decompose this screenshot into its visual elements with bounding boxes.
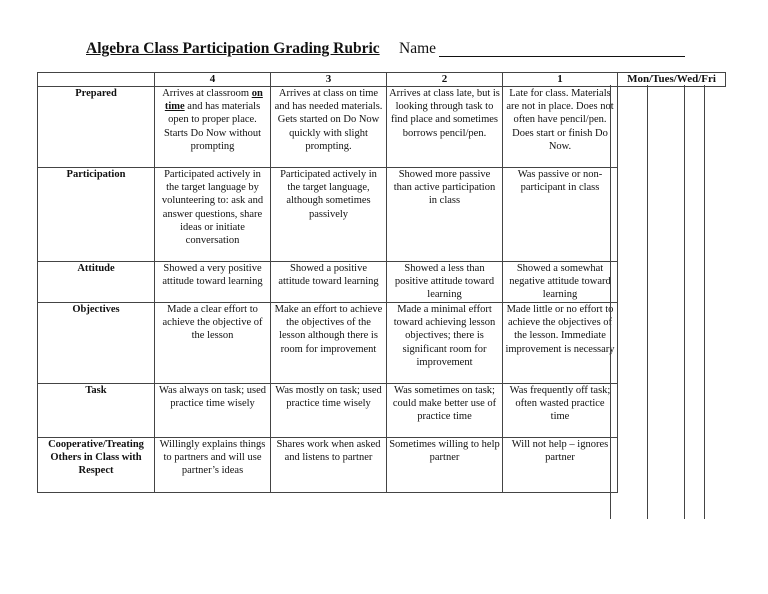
criterion-cell: Objectives — [38, 303, 155, 384]
table-row — [38, 87, 726, 168]
score-3-cell: Shares work when asked and listens to partner — [271, 438, 387, 493]
score-2-cell: Made a minimal effort toward achieving lesson objectives; there is significant room for improvement — [387, 303, 503, 384]
table-row — [38, 438, 726, 493]
cell-text: and has materials open to proper place. Starts Do Now without prompting — [163, 101, 262, 152]
criterion-cell: Attitude — [38, 262, 155, 303]
name-label: Name — [399, 40, 437, 57]
criterion-cell: Prepared — [38, 87, 155, 168]
score-3-header: 3 — [271, 73, 387, 87]
corner-header-cell — [38, 73, 155, 87]
emphasized-text: on time — [164, 88, 263, 113]
score-4-cell: Showed a very positive attitude toward learning — [155, 262, 271, 303]
score-3-cell: Was mostly on task; used practice time wisely — [271, 384, 387, 438]
score-1-cell: Was frequently off task; often wasted practice time — [503, 384, 618, 438]
score-2-cell: Arrives at class late, but is looking through task to find place and sometimes borrows pencil/pen. — [387, 87, 503, 168]
cell-text: Arrives at classroom — [162, 88, 252, 99]
days-cell[interactable] — [618, 262, 726, 303]
score-2-cell: Showed a less than positive attitude toward learning — [387, 262, 503, 303]
table-row — [38, 262, 726, 303]
document-header — [86, 40, 706, 62]
score-3-cell: Make an effort to achieve the objectives of the lesson although there is room for improvement — [271, 303, 387, 384]
score-2-cell: Was sometimes on task; could make better use of practice time — [387, 384, 503, 438]
days-cell[interactable] — [618, 384, 726, 438]
criterion-cell: Task — [38, 384, 155, 438]
rubric-table — [37, 72, 726, 493]
days-cell[interactable] — [618, 303, 726, 384]
score-4-cell: Made a clear effort to achieve the objective of the lesson — [155, 303, 271, 384]
criterion-cell: Participation — [38, 168, 155, 262]
table-row — [38, 303, 726, 384]
score-3-cell: Participated actively in the target language, although sometimes passively — [271, 168, 387, 262]
score-3-cell: Showed a positive attitude toward learning — [271, 262, 387, 303]
name-field-line[interactable] — [439, 56, 685, 57]
rubric-title: Algebra Class Participation Grading Rubric — [86, 40, 380, 57]
table-row — [38, 168, 726, 262]
score-2-header: 2 — [387, 73, 503, 87]
score-2-cell: Showed more passive than active participation in class — [387, 168, 503, 262]
days-header: Mon/Tues/Wed/Fri — [618, 73, 726, 87]
score-1-cell: Was passive or non-participant in class — [503, 168, 618, 262]
score-4-cell — [155, 87, 271, 168]
score-1-cell: Late for class. Materials are not in place. Does not often have pencil/pen. Does start or finish Do Now. — [503, 87, 618, 168]
days-cell[interactable] — [618, 168, 726, 262]
score-3-cell: Arrives at class on time and has needed materials. Gets started on Do Now quickly with slight prompting. — [271, 87, 387, 168]
criterion-cell: Cooperative/Treating Others in Class with Respect — [38, 438, 155, 493]
score-2-cell: Sometimes willing to help partner — [387, 438, 503, 493]
score-4-cell: Was always on task; used practice time wisely — [155, 384, 271, 438]
score-4-cell: Participated actively in the target language by volunteering to: ask and answer questions, share ideas or initiate conversation — [155, 168, 271, 262]
table-row — [38, 384, 726, 438]
score-1-cell: Showed a somewhat negative attitude toward learning — [503, 262, 618, 303]
score-4-cell: Willingly explains things to partners and will use partner’s ideas — [155, 438, 271, 493]
score-1-cell: Made little or no effort to achieve the objectives of the lesson. Immediate improvement is necessary — [503, 303, 618, 384]
days-cell[interactable] — [618, 87, 726, 168]
score-1-header: 1 — [503, 73, 618, 87]
score-1-cell: Will not help – ignores partner — [503, 438, 618, 493]
days-cell[interactable] — [618, 438, 726, 493]
score-4-header: 4 — [155, 73, 271, 87]
header-row — [38, 73, 726, 87]
